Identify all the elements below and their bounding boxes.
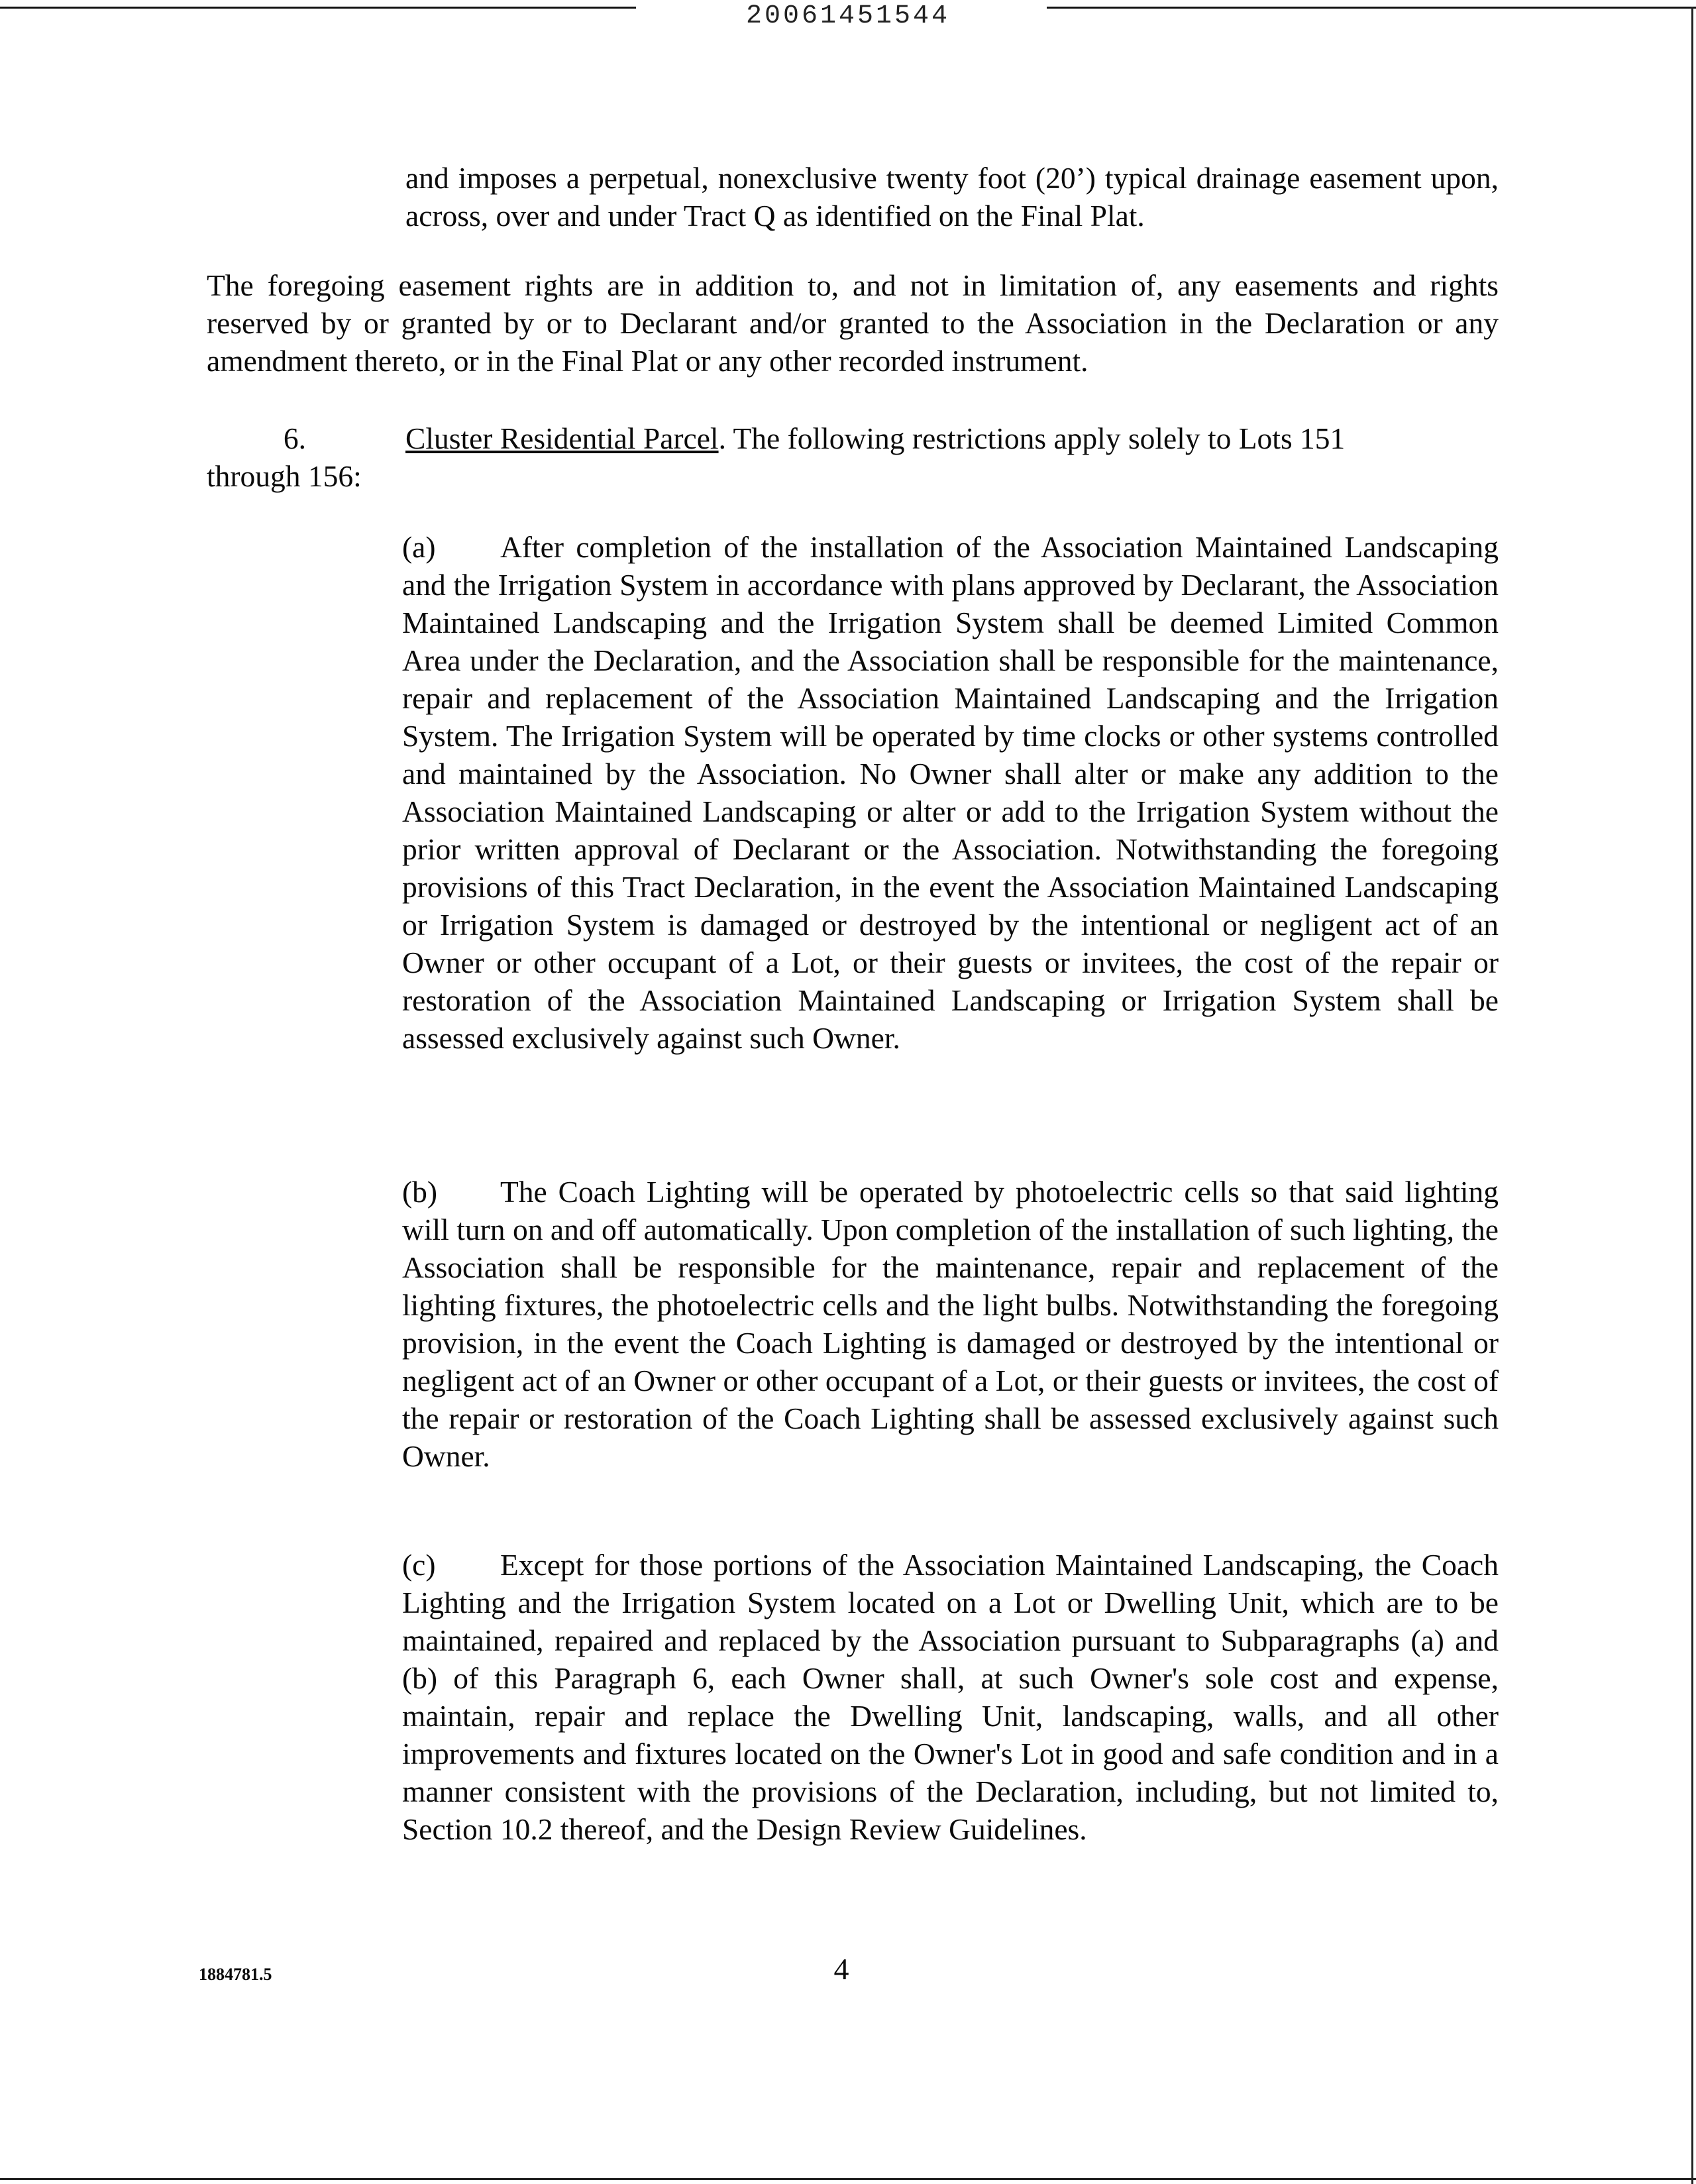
document-id: 1884781.5	[199, 1965, 272, 1984]
foregoing-easement-paragraph: The foregoing easement rights are in addition to, and not in limitation of, any easements and rights reserved by or granted by or to Declarant and/or granted to the Association in the Declaration or any amendment thereto, or in the Final Plat or any other recorded instrument.	[207, 268, 1499, 378]
prior-subparagraph-continuation: and imposes a perpetual, nonexclusive twenty foot (20’) typical drainage easement upon, across, over and under Tract Q as identified on the Final Plat.	[405, 161, 1499, 233]
subparagraph-c	[402, 1546, 1499, 1848]
section-heading: Cluster Residential Parcel	[405, 421, 719, 455]
page-number: 4	[833, 1952, 849, 1986]
scan-border-right	[1691, 7, 1693, 2184]
subparagraph-text: Except for those portions of the Association Maintained Landscaping, the Coach Lighting and the Irrigation System located on a Lot or Dwelling Unit, which are to be maintained, repaired and replaced by the Association pursuant to Subparagraphs (a) and (b) of this Paragraph 6, each Owner shall, at such Owner's sole cost and expense, maintain, repair and replace the Dwelling Unit, landscaping, walls, and all other improvements and fixtures located on the Owner's Lot in good and safe condition and in a manner consistent with the provisions of the Declaration, including, but not limited to, Section 10.2 thereof, and the Design Review Guidelines.	[402, 1548, 1499, 1846]
subparagraph-text: After completion of the installation of the Association Maintained Landscaping and the Irrigation System in accordance with plans approved by Declarant, the Association Maintained Landscaping and the Irrigation System shall be deemed Limited Common Area under the Declaration, and the Association shall be responsible for the maintenance, repair and replacement of the Association Maintained Landscaping and the Irrigation System. The Irrigation System will be operated by time clocks or other systems controlled and maintained by the Association. No Owner shall alter or make any addition to the Association Maintained Landscaping or alter or add to the Irrigation System without the prior written approval of Declarant or the Association. Notwithstanding the foregoing provisions of this Tract Declaration, in the event the Association Maintained Landscaping or Irrigation System is damaged or destroyed by the intentional or negligent act of an Owner or other occupant of a Lot, or their guests or invitees, the cost of the repair or restoration of the Association Maintained Landscaping or Irrigation System shall be assessed exclusively against such Owner.	[402, 530, 1499, 1055]
subparagraph-a	[402, 528, 1499, 1057]
scan-border-bottom	[0, 2178, 1696, 2180]
section-number: 6.	[283, 421, 306, 455]
recording-number: 20061451544	[745, 1, 951, 31]
section-6-intro	[207, 419, 1499, 495]
subparagraph-marker: (c)	[402, 1548, 436, 1582]
section-intro-line2: through 156:	[207, 459, 362, 493]
subparagraph-text: The Coach Lighting will be operated by photoelectric cells so that said lighting will turn on and off automatically. Upon completion of the installation of such lighting, the Association shall be responsible for the maintenance, repair and replacement of the lighting fixtures, the photoelectric cells and the light bulbs. Notwithstanding the foregoing provision, in the event the Coach Lighting is damaged or destroyed by the intentional or negligent act of an Owner or other occupant of a Lot, or their guests or invitees, the cost of the repair or restoration of the Coach Lighting shall be assessed exclusively against such Owner.	[402, 1175, 1499, 1473]
section-intro-line1: . The following restrictions apply solely to Lots 151	[718, 421, 1346, 455]
subparagraph-b	[402, 1173, 1499, 1475]
subparagraph-marker: (b)	[402, 1175, 438, 1209]
subparagraph-marker: (a)	[402, 530, 436, 564]
